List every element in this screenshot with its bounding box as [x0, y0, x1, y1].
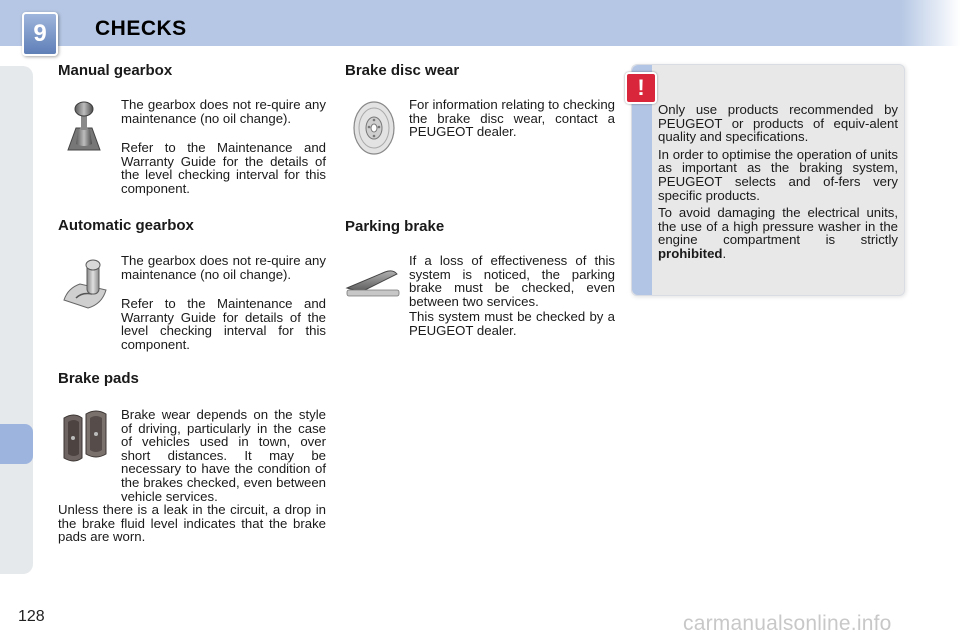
brake-pads-icon	[60, 408, 112, 466]
heading-automatic-gearbox: Automatic gearbox	[58, 217, 194, 234]
warning-prohibited: prohibited	[658, 245, 723, 261]
automatic-gearbox-text-2: Refer to the Maintenance and Warranty Guide for details of the level checking interval for this component.	[121, 296, 326, 352]
automatic-gearbox-text-1: The gearbox does not re-quire any maintenance (no oil change).	[121, 253, 326, 282]
brake-disc-text: For information relating to checking the brake disc wear, contact a PEUGEOT dealer.	[409, 97, 615, 140]
page-title: CHECKS	[95, 17, 187, 40]
chapter-badge: 9	[22, 12, 58, 56]
warning-text-2: In order to optimise the operation of units as important as the braking system, PEUGEOT selects and of-fers very specific products.	[658, 146, 898, 203]
parking-brake-lever-icon	[345, 266, 401, 300]
side-rail-tab	[0, 424, 33, 464]
side-rail	[0, 66, 33, 574]
parking-brake-text-2: This system must be checked by a PEUGEOT dealer.	[409, 309, 615, 338]
warning-text	[658, 103, 898, 265]
warning-text-1: Only use products recommended by PEUGEOT or products of equiv-alent quality and specifications.	[658, 102, 898, 145]
manual-gearbox-text-1: The gearbox does not re-quire any maintenance (no oil change).	[121, 97, 326, 126]
brake-pads-text-1a	[121, 408, 326, 503]
warning-text-3-start: To avoid damaging the electrical units, the use of a high pressure washer in the engine compartment is strictly	[658, 205, 898, 248]
page-number: 128	[18, 608, 45, 625]
heading-brake-pads: Brake pads	[58, 370, 139, 387]
heading-brake-disc-wear: Brake disc wear	[345, 62, 460, 79]
automatic-gearbox-selector-icon	[62, 258, 112, 310]
heading-manual-gearbox: Manual gearbox	[58, 62, 173, 79]
parking-brake-text-1: If a loss of effectiveness of this system is noticed, the parking brake must be checked, even between two services.	[409, 253, 615, 309]
brake-disc-icon	[350, 100, 398, 156]
manual-gearbox-lever-icon	[62, 100, 104, 154]
watermark: carmanualsonline.info	[683, 612, 892, 635]
brake-pads-text-1: Brake wear depends on the style of driving, particularly in the case of vehicles used in town, over short distances. It may be necessary to have the condition of the brakes checked, even between vehicle services.	[121, 407, 326, 504]
warning-text-3	[658, 206, 898, 260]
heading-parking-brake: Parking brake	[345, 218, 445, 235]
manual-gearbox-text-2: Refer to the Maintenance and Warranty Guide for the details of the level checking interval for this component.	[121, 140, 326, 196]
warning-text-3-end: .	[722, 245, 727, 261]
brake-pads-text-2: Unless there is a leak in the circuit, a drop in the brake fluid level indicates that the brake pads are worn.	[58, 502, 326, 545]
header-fade	[900, 0, 960, 46]
warning-exclamation-icon: !	[625, 72, 657, 104]
